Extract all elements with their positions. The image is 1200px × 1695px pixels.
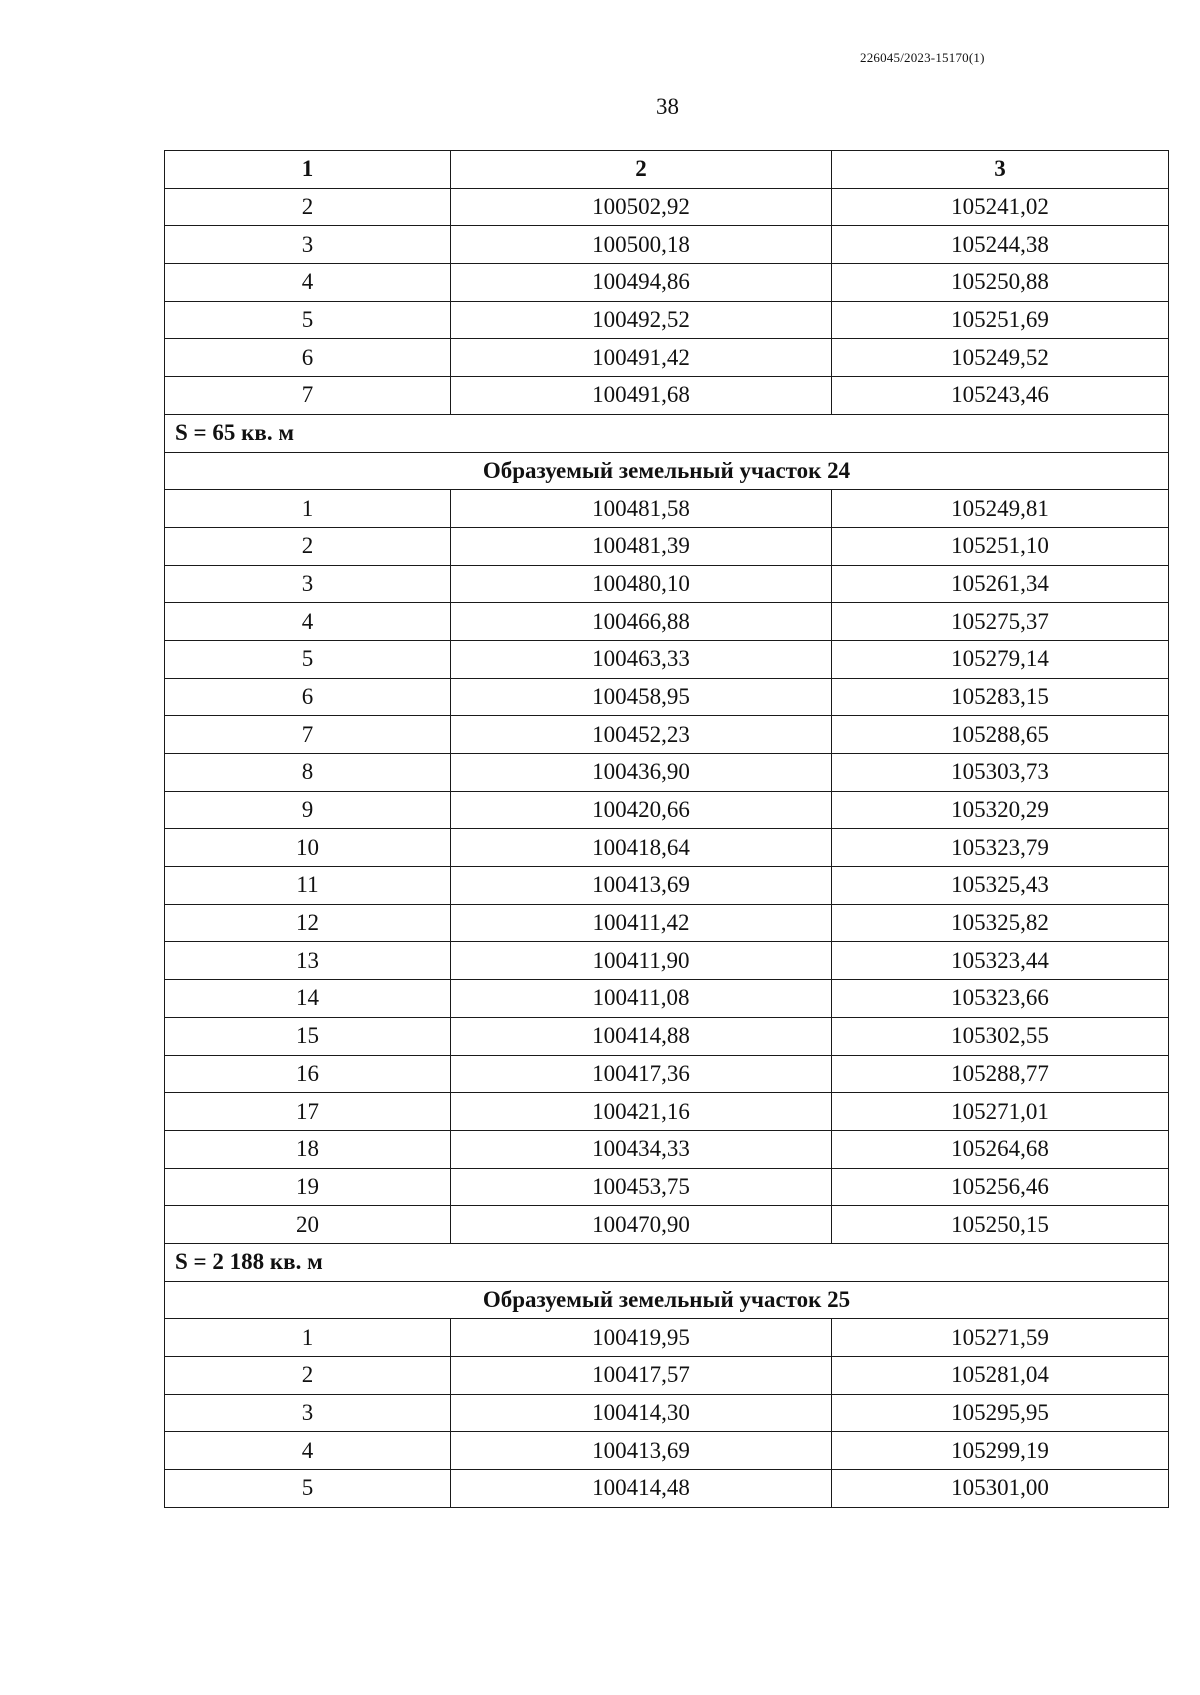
page-number: 38 — [656, 94, 679, 119]
cell-y-coordinate: 105323,66 — [832, 980, 1169, 1018]
cell-y-coordinate: 105251,10 — [832, 527, 1169, 565]
cell-x-coordinate: 100414,48 — [451, 1470, 832, 1508]
cell-y-coordinate: 105288,77 — [832, 1055, 1169, 1093]
table-row — [165, 1470, 1169, 1508]
area-value: S = 2 188 кв. м — [165, 1243, 1169, 1281]
table-row — [165, 339, 1169, 377]
cell-point-number: 3 — [165, 565, 451, 603]
cell-x-coordinate: 100480,10 — [451, 565, 832, 603]
cell-y-coordinate: 105249,52 — [832, 339, 1169, 377]
cell-point-number: 4 — [165, 264, 451, 302]
table-row — [165, 754, 1169, 792]
cell-y-coordinate: 105283,15 — [832, 678, 1169, 716]
cell-point-number: 17 — [165, 1093, 451, 1131]
cell-y-coordinate: 105288,65 — [832, 716, 1169, 754]
table-row — [165, 377, 1169, 415]
cell-point-number: 6 — [165, 339, 451, 377]
cell-x-coordinate: 100452,23 — [451, 716, 832, 754]
cell-y-coordinate: 105299,19 — [832, 1432, 1169, 1470]
column-header-point: 1 — [165, 151, 451, 189]
cell-y-coordinate: 105301,00 — [832, 1470, 1169, 1508]
table-body — [165, 188, 1169, 1507]
table-row — [165, 716, 1169, 754]
table-row — [165, 264, 1169, 302]
cell-point-number: 11 — [165, 867, 451, 905]
cell-y-coordinate: 105250,88 — [832, 264, 1169, 302]
cell-point-number: 14 — [165, 980, 451, 1018]
cell-x-coordinate: 100481,58 — [451, 490, 832, 528]
area-row — [165, 1243, 1169, 1281]
table-row — [165, 1093, 1169, 1131]
cell-point-number: 2 — [165, 188, 451, 226]
table-row — [165, 904, 1169, 942]
cell-y-coordinate: 105251,69 — [832, 301, 1169, 339]
section-title: Образуемый земельный участок 25 — [165, 1281, 1169, 1319]
cell-point-number: 15 — [165, 1017, 451, 1055]
column-header-y: 3 — [832, 151, 1169, 189]
cell-x-coordinate: 100492,52 — [451, 301, 832, 339]
cell-y-coordinate: 105244,38 — [832, 226, 1169, 264]
cell-x-coordinate: 100414,30 — [451, 1394, 832, 1432]
cell-x-coordinate: 100417,57 — [451, 1357, 832, 1395]
cell-point-number: 1 — [165, 1319, 451, 1357]
cell-point-number: 5 — [165, 640, 451, 678]
table-row — [165, 640, 1169, 678]
table-row — [165, 527, 1169, 565]
table-row — [165, 565, 1169, 603]
cell-y-coordinate: 105323,44 — [832, 942, 1169, 980]
cell-x-coordinate: 100436,90 — [451, 754, 832, 792]
cell-x-coordinate: 100417,36 — [451, 1055, 832, 1093]
cell-x-coordinate: 100434,33 — [451, 1130, 832, 1168]
cell-point-number: 12 — [165, 904, 451, 942]
cell-x-coordinate: 100419,95 — [451, 1319, 832, 1357]
cell-x-coordinate: 100413,69 — [451, 867, 832, 905]
cell-x-coordinate: 100470,90 — [451, 1206, 832, 1244]
table-row — [165, 678, 1169, 716]
cell-x-coordinate: 100463,33 — [451, 640, 832, 678]
cell-point-number: 2 — [165, 1357, 451, 1395]
table-row — [165, 1130, 1169, 1168]
cell-x-coordinate: 100420,66 — [451, 791, 832, 829]
cell-point-number: 18 — [165, 1130, 451, 1168]
section-header-row — [165, 1281, 1169, 1319]
cell-y-coordinate: 105325,82 — [832, 904, 1169, 942]
cell-point-number: 2 — [165, 527, 451, 565]
table-row — [165, 188, 1169, 226]
cell-x-coordinate: 100411,42 — [451, 904, 832, 942]
table-row — [165, 1357, 1169, 1395]
cell-x-coordinate: 100458,95 — [451, 678, 832, 716]
coordinates-table — [164, 150, 1169, 1508]
cell-y-coordinate: 105243,46 — [832, 377, 1169, 415]
cell-point-number: 8 — [165, 754, 451, 792]
column-header-x: 2 — [451, 151, 832, 189]
cell-point-number: 19 — [165, 1168, 451, 1206]
cell-x-coordinate: 100413,69 — [451, 1432, 832, 1470]
cell-point-number: 1 — [165, 490, 451, 528]
table-row — [165, 942, 1169, 980]
cell-point-number: 10 — [165, 829, 451, 867]
table-row — [165, 1168, 1169, 1206]
cell-point-number: 9 — [165, 791, 451, 829]
cell-y-coordinate: 105295,95 — [832, 1394, 1169, 1432]
cell-point-number: 7 — [165, 377, 451, 415]
table-row — [165, 301, 1169, 339]
cell-y-coordinate: 105264,68 — [832, 1130, 1169, 1168]
table-row — [165, 603, 1169, 641]
cell-y-coordinate: 105271,59 — [832, 1319, 1169, 1357]
cell-point-number: 16 — [165, 1055, 451, 1093]
table-row — [165, 1319, 1169, 1357]
table-row — [165, 1017, 1169, 1055]
table-row — [165, 1432, 1169, 1470]
cell-x-coordinate: 100491,68 — [451, 377, 832, 415]
cell-point-number: 4 — [165, 603, 451, 641]
cell-x-coordinate: 100411,08 — [451, 980, 832, 1018]
cell-point-number: 5 — [165, 301, 451, 339]
cell-point-number: 6 — [165, 678, 451, 716]
cell-point-number: 13 — [165, 942, 451, 980]
cell-x-coordinate: 100494,86 — [451, 264, 832, 302]
cell-y-coordinate: 105275,37 — [832, 603, 1169, 641]
cell-x-coordinate: 100453,75 — [451, 1168, 832, 1206]
cell-y-coordinate: 105279,14 — [832, 640, 1169, 678]
cell-x-coordinate: 100411,90 — [451, 942, 832, 980]
table-row — [165, 867, 1169, 905]
section-title: Образуемый земельный участок 24 — [165, 452, 1169, 490]
table-row — [165, 1206, 1169, 1244]
cell-y-coordinate: 105261,34 — [832, 565, 1169, 603]
document-id: 226045/2023-15170(1) — [860, 50, 985, 65]
cell-point-number: 3 — [165, 226, 451, 264]
table-row — [165, 829, 1169, 867]
table-row — [165, 226, 1169, 264]
table-row — [165, 791, 1169, 829]
cell-point-number: 20 — [165, 1206, 451, 1244]
cell-y-coordinate: 105320,29 — [832, 791, 1169, 829]
cell-x-coordinate: 100421,16 — [451, 1093, 832, 1131]
table-row — [165, 490, 1169, 528]
section-header-row — [165, 452, 1169, 490]
cell-y-coordinate: 105323,79 — [832, 829, 1169, 867]
table-row — [165, 980, 1169, 1018]
table-header-row — [165, 151, 1169, 189]
cell-y-coordinate: 105325,43 — [832, 867, 1169, 905]
table-row — [165, 1055, 1169, 1093]
cell-x-coordinate: 100466,88 — [451, 603, 832, 641]
cell-point-number: 3 — [165, 1394, 451, 1432]
cell-x-coordinate: 100414,88 — [451, 1017, 832, 1055]
cell-x-coordinate: 100502,92 — [451, 188, 832, 226]
area-row — [165, 414, 1169, 452]
cell-y-coordinate: 105271,01 — [832, 1093, 1169, 1131]
cell-y-coordinate: 105250,15 — [832, 1206, 1169, 1244]
cell-y-coordinate: 105281,04 — [832, 1357, 1169, 1395]
cell-x-coordinate: 100418,64 — [451, 829, 832, 867]
cell-y-coordinate: 105256,46 — [832, 1168, 1169, 1206]
cell-y-coordinate: 105241,02 — [832, 188, 1169, 226]
area-value: S = 65 кв. м — [165, 414, 1169, 452]
cell-x-coordinate: 100500,18 — [451, 226, 832, 264]
table-row — [165, 1394, 1169, 1432]
cell-y-coordinate: 105302,55 — [832, 1017, 1169, 1055]
cell-y-coordinate: 105303,73 — [832, 754, 1169, 792]
cell-y-coordinate: 105249,81 — [832, 490, 1169, 528]
cell-x-coordinate: 100481,39 — [451, 527, 832, 565]
cell-point-number: 5 — [165, 1470, 451, 1508]
cell-point-number: 7 — [165, 716, 451, 754]
cell-point-number: 4 — [165, 1432, 451, 1470]
cell-x-coordinate: 100491,42 — [451, 339, 832, 377]
